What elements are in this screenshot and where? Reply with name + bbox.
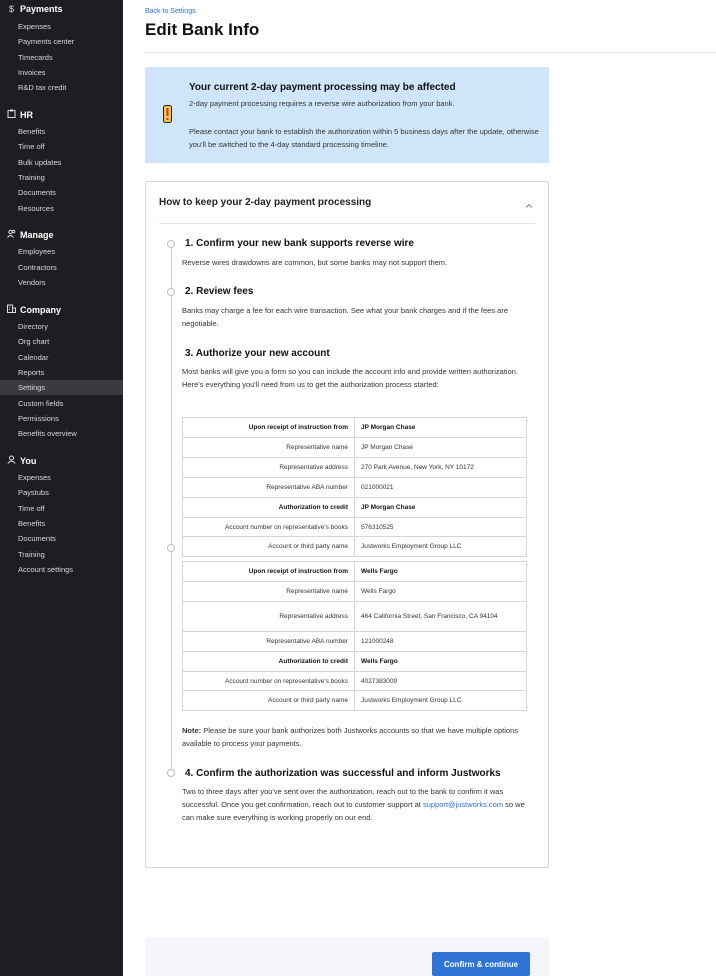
sidebar-section-title: HR — [20, 109, 33, 120]
note-label: Note: — [182, 726, 202, 735]
exclamation-icon — [163, 105, 172, 123]
sidebar-item-reports[interactable]: Reports — [18, 368, 45, 377]
table-row: Authorization to credit Wells Fargo — [183, 652, 527, 672]
sidebar-section-payments[interactable] — [7, 4, 63, 14]
step-4-text-start: Two to three days after you've sent over the authorization, reach out to the bank to confirm it was successful. Once you get confirmation, reach out to customer support at — [182, 787, 504, 809]
timeline-dot — [167, 544, 175, 552]
table-row: Account number on representative's books 4027383009 — [183, 672, 527, 691]
table-row: Representative name Wells Fargo — [183, 582, 527, 602]
table-row: Upon receipt of instruction from JP Morgan Chase — [183, 418, 527, 438]
sidebar-item-expenses[interactable]: Expenses — [18, 22, 51, 31]
divider — [159, 223, 535, 224]
sidebar-item-custom-fields[interactable]: Custom fields — [18, 399, 64, 408]
timeline-dot — [167, 288, 175, 296]
sidebar-item-training[interactable]: Training — [18, 173, 45, 182]
main-content — [123, 0, 716, 976]
footer-bar — [145, 938, 549, 976]
sidebar — [0, 0, 123, 976]
sidebar-item-my-expenses[interactable]: Expenses — [18, 473, 51, 482]
note-body: Please be sure your bank authorizes both Justworks accounts so that we have multiple options available to process your payments. — [182, 726, 519, 748]
divider — [145, 52, 716, 53]
sidebar-item-paystubs[interactable]: Paystubs — [18, 488, 49, 497]
sidebar-item-my-training[interactable]: Training — [18, 550, 45, 559]
sidebar-section-you[interactable] — [7, 455, 36, 466]
table-row: Representative ABA number 121000248 — [183, 632, 527, 652]
sidebar-section-manage[interactable] — [7, 229, 54, 240]
timeline-dot — [167, 240, 175, 248]
support-email-link[interactable]: support@justworks.com — [422, 800, 504, 809]
sidebar-item-settings[interactable]: Settings — [18, 383, 46, 392]
sidebar-item-invoices[interactable]: Invoices — [18, 68, 46, 77]
sidebar-item-benefits-overview[interactable]: Benefits overview — [18, 429, 77, 438]
sidebar-section-title: Payments — [20, 4, 63, 14]
user-icon — [7, 455, 16, 466]
sidebar-item-documents[interactable]: Documents — [18, 188, 56, 197]
sidebar-section-company[interactable] — [7, 304, 61, 315]
table-row: Upon receipt of instruction from Wells Fargo — [183, 562, 527, 582]
sidebar-item-resources[interactable]: Resources — [18, 204, 54, 213]
sidebar-section-hr[interactable] — [7, 109, 33, 120]
building-icon — [7, 304, 16, 315]
step-2-text: Banks may charge a fee for each wire transaction. See what your bank charges and if the fees are negotiable. — [182, 306, 509, 328]
sidebar-item-vendors[interactable]: Vendors — [18, 278, 46, 287]
dollar-icon: $ — [8, 4, 14, 14]
sidebar-item-timecards[interactable]: Timecards — [18, 53, 53, 62]
chevron-up-icon[interactable] — [524, 198, 534, 208]
back-to-settings-link[interactable]: Back to Settings — [145, 8, 196, 15]
sidebar-item-my-documents[interactable]: Documents — [18, 534, 56, 543]
clipboard-icon — [7, 109, 16, 120]
sidebar-item-org-chart[interactable]: Org chart — [18, 337, 50, 346]
confirm-continue-button[interactable]: Confirm & continue — [432, 952, 530, 976]
sidebar-item-permissions[interactable]: Permissions — [18, 414, 59, 423]
sidebar-item-benefits[interactable]: Benefits — [18, 127, 46, 136]
warning-alert — [145, 67, 549, 163]
sidebar-item-directory[interactable]: Directory — [18, 322, 49, 331]
bank-info-table-jpmorgan — [182, 417, 527, 557]
sidebar-section-title: Company — [20, 304, 62, 315]
step-1-text: Reverse wires drawdowns are common, but some banks may not support them. — [182, 258, 448, 267]
people-icon — [7, 229, 16, 240]
sidebar-item-my-time-off[interactable]: Time off — [18, 504, 45, 513]
step-4-text-end: so we can make sure everything is working properly on our end. — [182, 800, 525, 822]
sidebar-item-rd-tax-credit[interactable]: R&D tax credit — [18, 83, 67, 92]
instructions-card — [145, 181, 549, 868]
table-row: Account or third party name Justworks Employment Group LLC — [183, 691, 527, 711]
alert-text: Please contact your bank to establish the authorization within 5 business days after the update, otherwise you'll be switched to the 4-day standard processing timeline. — [189, 127, 539, 149]
table-row: Authorization to credit JP Morgan Chase — [183, 498, 527, 518]
table-row: Representative address 464 California Street, San Francisco, CA 94104 — [183, 602, 527, 632]
table-row: Representative ABA number 021000021 — [183, 478, 527, 498]
timeline-dot — [167, 769, 175, 777]
page-title: Edit Bank Info — [145, 20, 260, 39]
table-row: Account number on representative's books 576310525 — [183, 518, 527, 537]
sidebar-item-employees[interactable]: Employees — [18, 247, 56, 256]
card-title: How to keep your 2-day payment processing — [159, 197, 372, 208]
step-4-text — [182, 785, 527, 824]
sidebar-item-contractors[interactable]: Contractors — [18, 263, 57, 272]
step-4-title: 4. Confirm the authorization was successful and inform Justworks — [185, 768, 501, 779]
alert-text: 2-day payment processing requires a reverse wire authorization from your bank. — [189, 99, 455, 108]
sidebar-item-time-off[interactable]: Time off — [18, 142, 45, 151]
timeline-line — [171, 245, 172, 775]
sidebar-item-account-settings[interactable]: Account settings — [18, 565, 74, 574]
alert-title: Your current 2-day payment processing may be affected — [189, 82, 456, 93]
table-row: Account or third party name Justworks Employment Group LLC — [183, 537, 527, 557]
step-2-title: 2. Review fees — [185, 286, 254, 297]
table-row: Representative address 270 Park Avenue, New York, NY 10172 — [183, 458, 527, 478]
table-row: Representative name JP Morgan Chase — [183, 438, 527, 458]
step-1-title: 1. Confirm your new bank supports reverse wire — [185, 238, 414, 249]
bank-info-table-wellsfargo — [182, 561, 527, 711]
sidebar-section-title: You — [20, 455, 37, 466]
sidebar-item-bulk-updates[interactable]: Bulk updates — [18, 158, 62, 167]
sidebar-item-payments-center[interactable]: Payments center — [18, 37, 75, 46]
note-text — [182, 724, 527, 750]
step-3-title: 3. Authorize your new account — [185, 348, 330, 359]
sidebar-item-calendar[interactable]: Calendar — [18, 353, 49, 362]
step-3-text: Most banks will give you a form so you can include the account info and provide written authorization. Here's everything you'll need from us to get the authorization process started: — [182, 367, 519, 389]
sidebar-section-title: Manage — [20, 229, 54, 240]
sidebar-item-my-benefits[interactable]: Benefits — [18, 519, 46, 528]
